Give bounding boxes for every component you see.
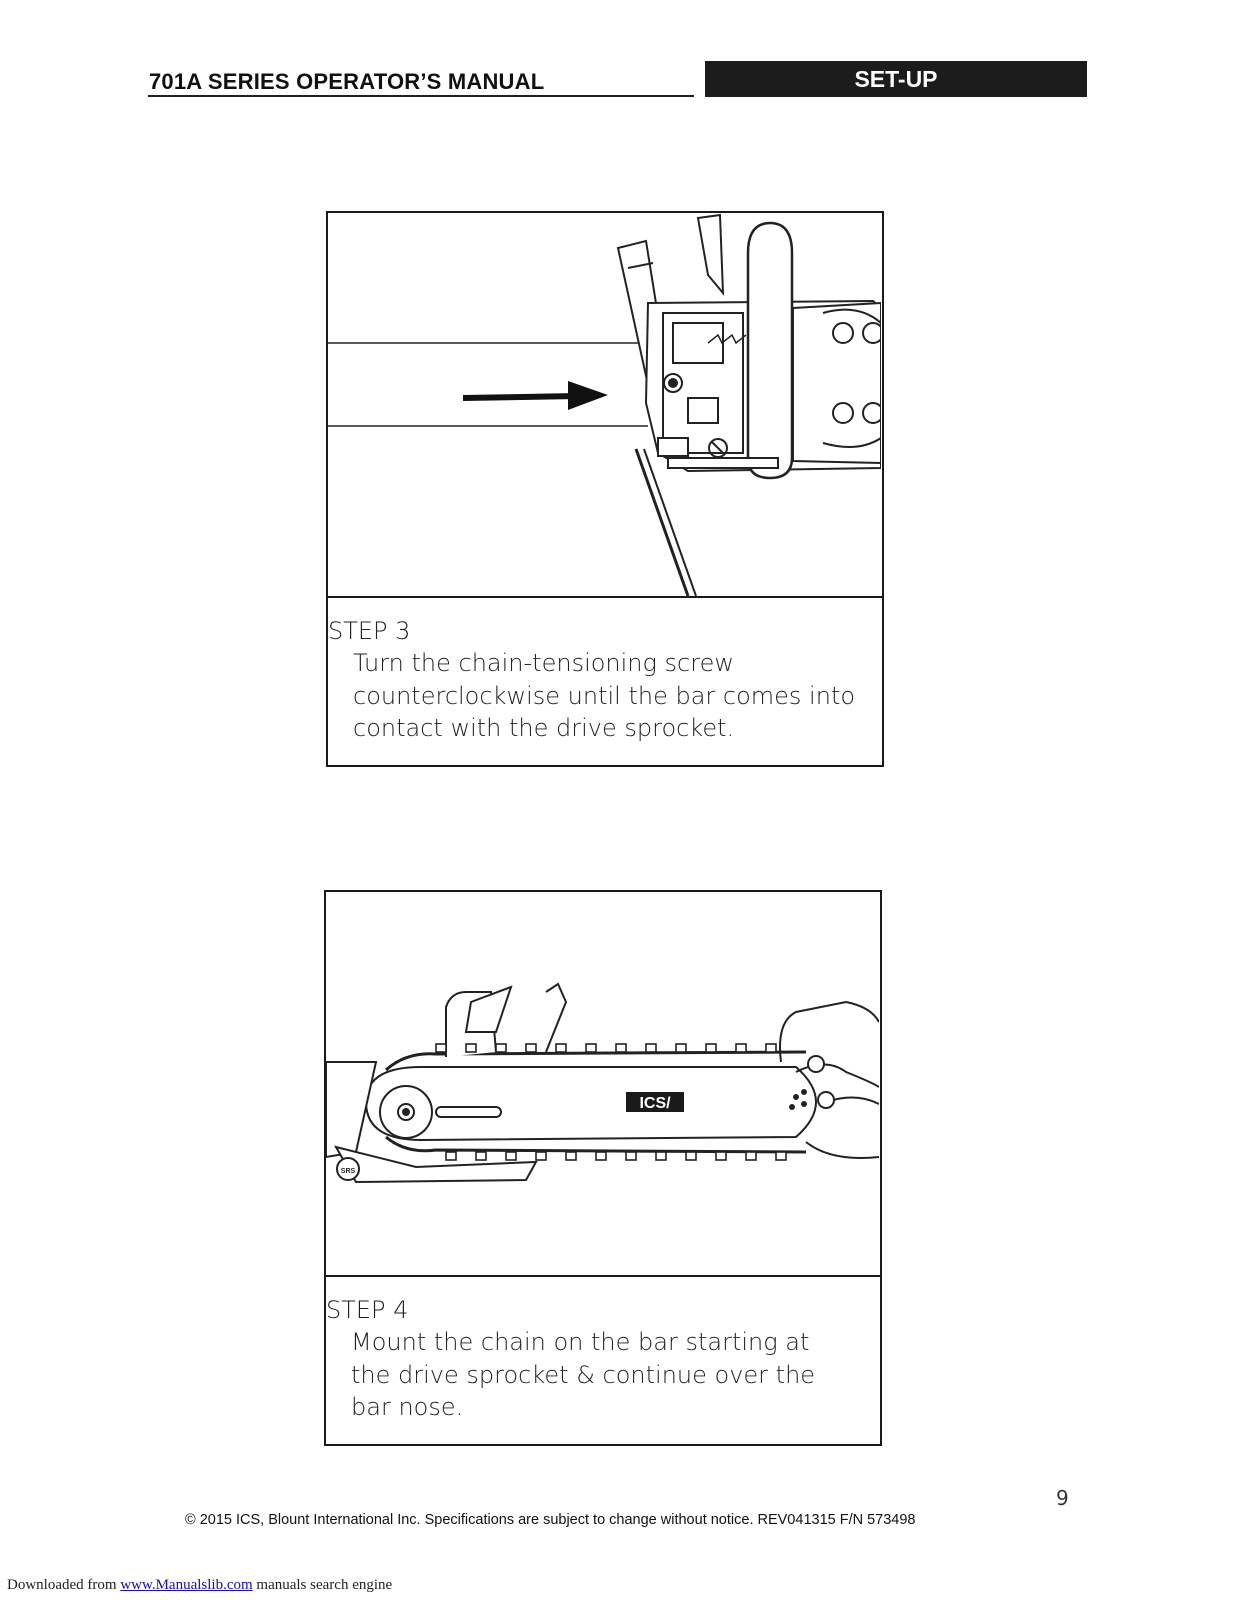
header-divider xyxy=(148,95,694,97)
chain-mounting-illustration xyxy=(326,892,879,1275)
step-3-line-3: contact with the drive sprocket. xyxy=(353,714,735,742)
section-badge: SET-UP xyxy=(705,61,1087,97)
step-3-text xyxy=(328,599,882,765)
step-4-text xyxy=(326,1278,880,1444)
manualslib-link[interactable]: www.Manualslib.com xyxy=(120,1577,253,1593)
watermark-prefix: Downloaded from xyxy=(7,1577,121,1593)
copyright-notice: © 2015 ICS, Blount International Inc. Specifications are subject to change without notice. REV041315 F/N 573498 xyxy=(185,1512,916,1528)
step-4-line-3: bar nose. xyxy=(351,1393,464,1421)
step-3-line-2: counterclockwise until the bar comes into xyxy=(353,682,856,710)
step-4-illustration xyxy=(326,892,880,1277)
step-3-panel xyxy=(326,211,884,767)
watermark-suffix: manuals search engine xyxy=(252,1577,393,1593)
ics-logo-text: ICS/ xyxy=(639,1095,671,1112)
page-number: 9 xyxy=(1056,1486,1069,1510)
step-3-illustration xyxy=(328,213,882,598)
direction-arrow-icon xyxy=(463,381,608,410)
ics-logo xyxy=(626,1092,684,1112)
srs-badge: SRS xyxy=(340,1168,356,1175)
manual-title: 701A SERIES OPERATOR’S MANUAL xyxy=(149,69,545,94)
chainsaw-tensioner-illustration xyxy=(328,213,881,596)
step-4-line-1: Mount the chain on the bar starting at xyxy=(351,1328,810,1356)
download-watermark xyxy=(7,1577,392,1594)
step-4-label: STEP 4 xyxy=(326,1296,409,1324)
step-3-label: STEP 3 xyxy=(328,617,411,645)
step-4-panel xyxy=(324,890,882,1446)
step-3-line-1: Turn the chain-tensioning screw xyxy=(353,649,734,677)
step-4-line-2: the drive sprocket & continue over the xyxy=(351,1361,816,1389)
